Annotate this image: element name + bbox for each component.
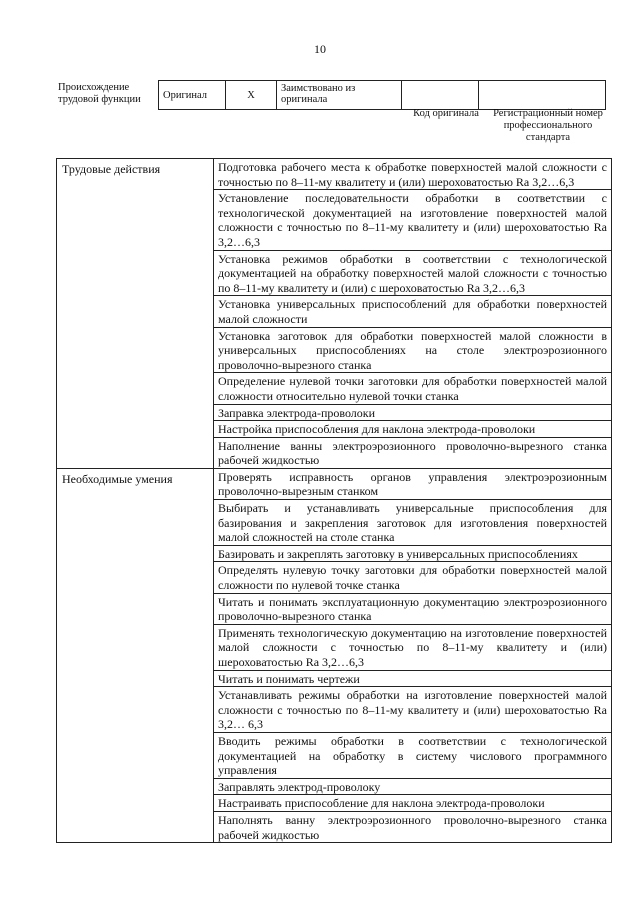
skills-list <box>214 468 612 842</box>
list-item: Определение нулевой точки заготовки для обработки поверхностей малой сложности относительно нулевой точки станка <box>214 372 611 403</box>
list-item: Выбирать и устанавливать универсальные приспособления для базирования и закрепления заготовок для изготовления поверхностей малой сложностей на столе станка <box>214 499 611 545</box>
reg-value-cell <box>479 81 606 110</box>
list-item: Читать и понимать эксплуатационную документацию электроэрозионного проволочно-вырезного станка <box>214 593 611 624</box>
list-item: Устанавливать режимы обработки на изготовление поверхностей малой сложности с точностью по 8–11-му квалитету и (или) шероховатостью Ra 3,2… 6,3 <box>214 686 611 732</box>
code-caption: Код оригинала <box>413 108 479 119</box>
list-item: Вводить режимы обработки в соответствии с технологической документацией на обработку в систему числового программного управления <box>214 732 611 778</box>
list-item: Заправлять электрод-проволоку <box>214 778 611 795</box>
original-cell: Оригинал <box>159 81 226 110</box>
list-item: Установление последовательности обработки в соответствии с технологической документацией на изготовление поверхностей малой сложности с точностью по 8–11-му квалитету и (или) шероховатостью Ra 3,2…6,3 <box>214 189 611 249</box>
borrowed-cell: Заимствовано из оригинала <box>277 81 402 110</box>
list-item: Установка заготовок для обработки поверхностей малой сложности в универсальных приспособлениях на столе электроэрозионного проволочно-вырезного станка <box>214 327 611 373</box>
list-item: Читать и понимать чертежи <box>214 670 611 687</box>
original-mark: X <box>226 81 277 110</box>
code-value-cell <box>402 81 479 110</box>
list-item: Настраивать приспособление для наклона электрода-проволоки <box>214 794 611 811</box>
functions-table <box>56 158 612 843</box>
list-item: Базировать и закреплять заготовку в универсальных приспособлениях <box>214 545 611 562</box>
page-number: 10 <box>314 42 326 56</box>
list-item: Установка режимов обработки в соответствии с технологической документацией на обработку поверхностей малой сложности с точностью по 8–11-му квалитету и (или) с шероховатостью Ra 3,2…6,3 <box>214 250 611 296</box>
list-item: Подготовка рабочего места к обработке поверхностей малой сложности с точностью по 8–11-му квалитету и (или) шероховатостью Ra 3,2…6,3 <box>218 160 607 189</box>
list-item: Настройка приспособления для наклона электрода-проволоки <box>214 420 611 437</box>
list-item: Наполнение ванны электроэрозионного проволочно-вырезного станка рабочей жидкостью <box>214 437 611 468</box>
reg-caption: Регистрационный номер профессионального стандарта <box>493 108 603 143</box>
section-row-skills <box>57 468 612 842</box>
actions-list <box>214 159 612 469</box>
section-row-actions <box>57 159 612 469</box>
list-item: Проверять исправность органов управления электроэрозионным проволочно-вырезным станком <box>218 469 607 499</box>
section-label-actions: Трудовые действия <box>57 159 214 469</box>
list-item: Заправка электрода-проволоки <box>214 404 611 421</box>
origin-label: Происхождение трудовой функции <box>58 82 141 105</box>
list-item: Установка универсальных приспособлений для обработки поверхностей малой сложности <box>214 295 611 326</box>
list-item: Наполнять ванну электроэрозионного проволочно-вырезного станка рабочей жидкостью <box>214 811 611 842</box>
list-item: Определять нулевую точку заготовки для обработки поверхностей малой сложности по нулевой точке станка <box>214 561 611 592</box>
section-label-skills: Необходимые умения <box>57 468 214 842</box>
origin-table <box>158 80 606 110</box>
list-item: Применять технологическую документацию на изготовление поверхностей малой сложности с точностью по 8–11-му квалитету и (или) шероховатостью Ra 3,2…6,3 <box>214 624 611 670</box>
